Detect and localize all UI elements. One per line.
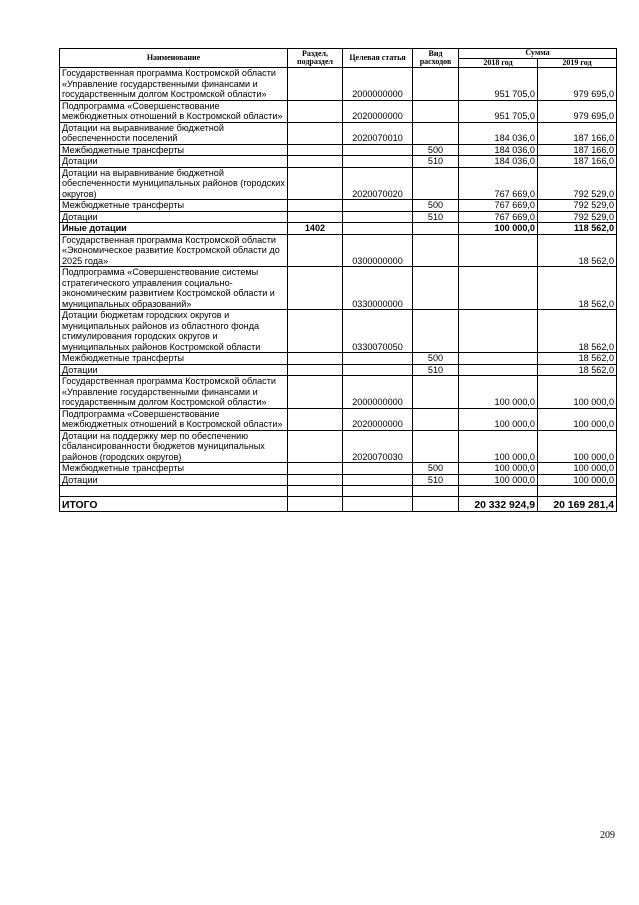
table-row [60,267,617,310]
cell-2018: 767 669,0 [459,167,538,200]
cell-2019: 100 000,0 [538,474,617,486]
spacer-cell [538,486,617,497]
cell-kind [413,167,459,200]
cell-2018: 184 036,0 [459,156,538,168]
cell-kind: 500 [413,353,459,365]
cell-kind: 510 [413,474,459,486]
cell-target [343,156,413,168]
cell-2019: 100 000,0 [538,376,617,409]
cell-name: Дотации на выравнивание бюджетной обеспеченности муниципальных районов (городских округов) [60,167,288,200]
cell-target [343,211,413,223]
table-row [60,211,617,223]
cell-section [288,144,343,156]
cell-2018: 100 000,0 [459,474,538,486]
column-header-target: Целевая статья [343,49,413,68]
table-row [60,156,617,168]
spacer-cell [413,486,459,497]
cell-name: Дотации [60,474,288,486]
cell-name: Дотации бюджетам городских округов и муниципальных районов из областного фонда стимулирования городских округов и муниципальных районов Костромской области [60,310,288,353]
cell-name: Государственная программа Костромской области «Управление государственными финансами и государственным долгом Костромской области» [60,376,288,409]
cell-2018: 100 000,0 [459,376,538,409]
cell-2019: 18 562,0 [538,310,617,353]
spacer-cell [343,486,413,497]
cell-2018: 100 000,0 [459,430,538,463]
spacer-row [60,486,617,497]
cell-2019: 100 000,0 [538,463,617,475]
cell-2019: 979 695,0 [538,68,617,101]
cell-2018: 100 000,0 [459,463,538,475]
cell-2019: 100 000,0 [538,430,617,463]
cell-kind: 510 [413,156,459,168]
cell-section [288,310,343,353]
cell-2018 [459,364,538,376]
table-row [60,144,617,156]
cell-target [343,353,413,365]
cell-kind: 500 [413,463,459,475]
cell-name: Государственная программа Костромской области «Экономическое развитие Костромской области до 2025 года» [60,234,288,267]
total-2018: 20 332 924,9 [459,497,538,512]
cell-kind: 500 [413,144,459,156]
cell-section [288,430,343,463]
cell-kind [413,122,459,144]
cell-2018: 951 705,0 [459,100,538,122]
cell-target: 0330000000 [343,267,413,310]
cell-section [288,200,343,212]
table-row [60,310,617,353]
cell-name: Дотации на выравнивание бюджетной обеспеченности поселений [60,122,288,144]
cell-name: Дотации на поддержку мер по обеспечению сбалансированности бюджетов муниципальных районов (городских округов) [60,430,288,463]
cell-kind [413,234,459,267]
cell-name: Межбюджетные трансферты [60,144,288,156]
cell-2018: 184 036,0 [459,144,538,156]
table-row [60,474,617,486]
cell-name: Дотации [60,156,288,168]
column-header-2018: 2018 год [459,58,538,68]
cell-name: Подпрограмма «Совершенствование межбюджетных отношений в Костромской области» [60,100,288,122]
cell-2019: 979 695,0 [538,100,617,122]
table-row [60,100,617,122]
cell-target: 2000000000 [343,68,413,101]
table-row [60,376,617,409]
cell-2019: 100 000,0 [538,408,617,430]
cell-2019: 18 562,0 [538,267,617,310]
cell-section: 1402 [288,223,343,235]
cell-section [288,267,343,310]
column-header-name: Наименование [60,49,288,68]
cell-2018: 100 000,0 [459,223,538,235]
column-header-section: Раздел, подраздел [288,49,343,68]
cell-section [288,234,343,267]
cell-section [288,167,343,200]
cell-section [288,353,343,365]
cell-kind [413,68,459,101]
cell-target: 2020070020 [343,167,413,200]
cell-target: 2020070030 [343,430,413,463]
cell-target [343,463,413,475]
cell-target: 2020000000 [343,100,413,122]
total-2019: 20 169 281,4 [538,497,617,512]
cell-section [288,156,343,168]
cell-kind [413,408,459,430]
table-row [60,463,617,475]
cell-section [288,211,343,223]
cell-target: 2020070010 [343,122,413,144]
cell-2018 [459,353,538,365]
budget-table [59,48,617,512]
cell-kind [413,376,459,409]
cell-target: 0330070050 [343,310,413,353]
cell-name: Межбюджетные трансферты [60,353,288,365]
cell-name: Дотации [60,364,288,376]
table-row [60,200,617,212]
cell-section [288,408,343,430]
page-number: 209 [600,830,615,841]
header-row [60,49,617,59]
cell-target [343,364,413,376]
cell-name: Государственная программа Костромской области «Управление государственными финансами и государственным долгом Костромской области» [60,68,288,101]
cell-target [343,223,413,235]
cell-target [343,474,413,486]
cell-kind: 510 [413,211,459,223]
cell-2018 [459,234,538,267]
spacer-cell [288,486,343,497]
cell-kind [413,223,459,235]
column-header-2019: 2019 год [538,58,617,68]
cell-kind [413,100,459,122]
table-row [60,122,617,144]
cell-kind [413,310,459,353]
table-row [60,353,617,365]
total-target [343,497,413,512]
column-header-kind: Вид расходов [413,49,459,68]
table-row [60,430,617,463]
cell-name: Дотации [60,211,288,223]
cell-2018: 100 000,0 [459,408,538,430]
cell-section [288,100,343,122]
table-row [60,234,617,267]
table-row [60,408,617,430]
cell-target [343,200,413,212]
cell-name: Иные дотации [60,223,288,235]
cell-2018: 951 705,0 [459,68,538,101]
table-row [60,68,617,101]
table-row [60,364,617,376]
total-label: ИТОГО [60,497,288,512]
cell-target [343,144,413,156]
cell-kind: 510 [413,364,459,376]
cell-2018 [459,267,538,310]
cell-2018: 184 036,0 [459,122,538,144]
cell-2019: 792 529,0 [538,200,617,212]
column-header-sum: Сумма [459,49,617,59]
cell-2019: 792 529,0 [538,211,617,223]
cell-2019: 18 562,0 [538,364,617,376]
cell-section [288,364,343,376]
total-kind [413,497,459,512]
cell-name: Подпрограмма «Совершенствование межбюджетных отношений в Костромской области» [60,408,288,430]
total-row [60,497,617,512]
total-section [288,497,343,512]
cell-target: 2020000000 [343,408,413,430]
cell-target: 0300000000 [343,234,413,267]
cell-kind [413,267,459,310]
cell-target: 2000000000 [343,376,413,409]
cell-2018 [459,310,538,353]
cell-2018: 767 669,0 [459,211,538,223]
cell-kind [413,430,459,463]
cell-2019: 187 166,0 [538,144,617,156]
cell-2019: 792 529,0 [538,167,617,200]
cell-2019: 18 562,0 [538,234,617,267]
table-row [60,167,617,200]
cell-section [288,122,343,144]
cell-section [288,474,343,486]
cell-name: Межбюджетные трансферты [60,200,288,212]
table-row [60,223,617,235]
spacer-cell [459,486,538,497]
cell-2019: 187 166,0 [538,156,617,168]
spacer-cell [60,486,288,497]
cell-name: Подпрограмма «Совершенствование системы стратегического управления социально-экономическим развитием Костромской области и муниципальных образований» [60,267,288,310]
cell-2019: 118 562,0 [538,223,617,235]
table-body [60,68,617,486]
cell-kind: 500 [413,200,459,212]
cell-section [288,463,343,475]
cell-name: Межбюджетные трансферты [60,463,288,475]
cell-2019: 18 562,0 [538,353,617,365]
cell-section [288,376,343,409]
cell-section [288,68,343,101]
cell-2018: 767 669,0 [459,200,538,212]
cell-2019: 187 166,0 [538,122,617,144]
